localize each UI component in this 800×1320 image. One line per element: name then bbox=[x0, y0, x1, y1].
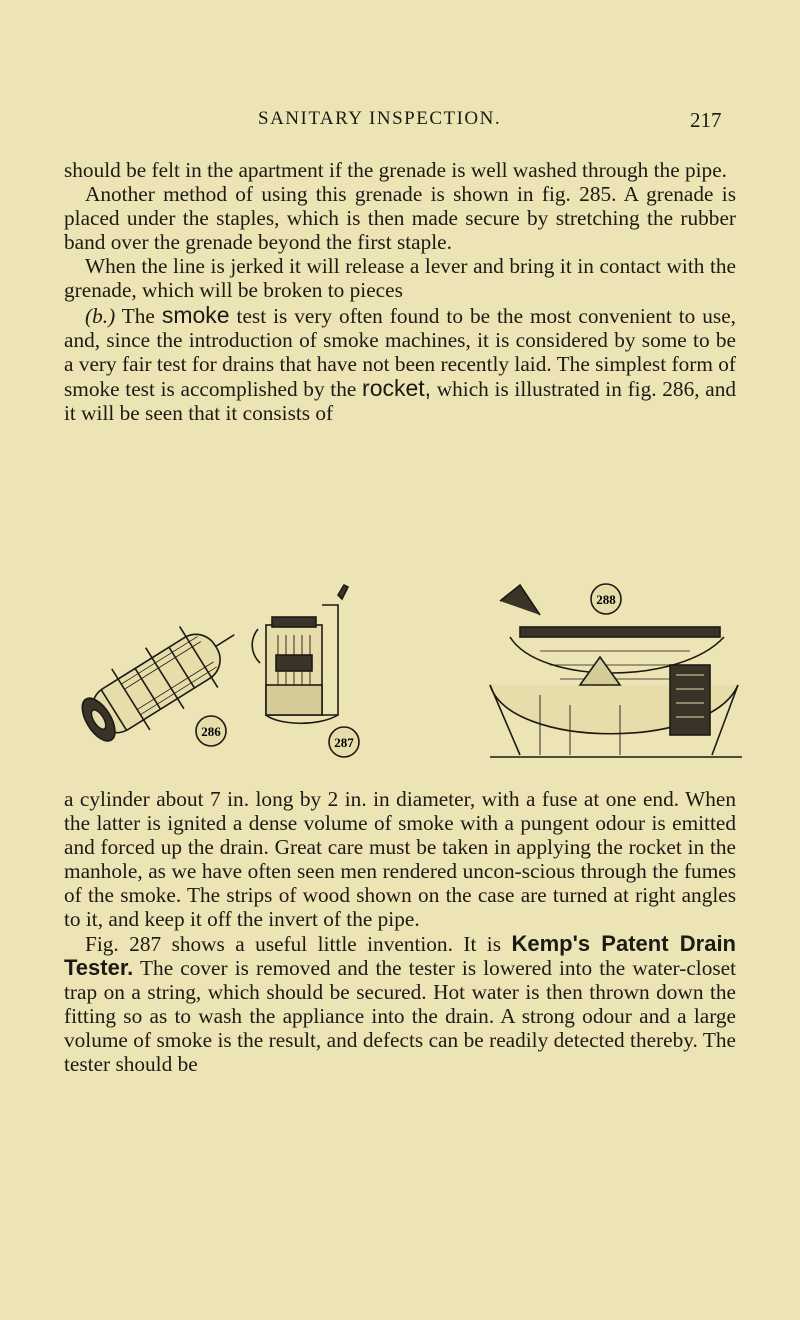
figure-287-tester bbox=[248, 565, 398, 765]
body-text-bottom bbox=[64, 787, 736, 1076]
section-marker: (b.) bbox=[85, 303, 116, 328]
figure-286-rocket bbox=[65, 605, 255, 755]
page-number: 217 bbox=[690, 108, 722, 132]
figure-band bbox=[60, 565, 750, 765]
paragraph bbox=[64, 303, 736, 425]
running-head: SANITARY INSPECTION. bbox=[258, 108, 502, 129]
term-rocket: rocket, bbox=[362, 374, 432, 401]
figure-287-label: 287 bbox=[334, 735, 354, 750]
text-run: The bbox=[115, 303, 162, 328]
page-header bbox=[0, 108, 800, 140]
paragraph bbox=[64, 932, 736, 1077]
text-run: Fig. 287 shows a useful little invention. It is bbox=[85, 931, 512, 956]
paragraph: When the line is jerked it will release a lever and bring it in contact with the grenade, which will be broken to pieces bbox=[64, 254, 736, 303]
figure-286-label: 286 bbox=[201, 724, 221, 739]
term-kemps-tester: Kemp's Patent Drain Tester. bbox=[64, 930, 736, 980]
figure-288-label: 288 bbox=[596, 592, 616, 607]
text-run: test is very often found to be the most convenient to use, and, since the introduction of smoke machines, it is considered by some to be a very fair test for drains that have not been recently laid. The simplest form of smoke test is accomplished by the bbox=[64, 303, 736, 401]
text-run: which is illustrated in fig. 286, and it will be seen that it consists of bbox=[64, 376, 736, 425]
text-run: The cover is removed and the tester is lowered into the water-closet trap on a string, which should be secured. Hot water is then thrown down the fitting so as to wash the appliance into the drain. A strong odour and a large volume of smoke is the result, and defects can be readily detected thereby. The tester should be bbox=[64, 955, 736, 1077]
paragraph: Another method of using this grenade is shown in fig. 285. A grenade is placed under the staples, which is then made secure by stretching the rubber band over the grenade beyond the first staple. bbox=[64, 182, 736, 255]
body-text-top bbox=[64, 158, 736, 425]
figure-288-apparatus bbox=[480, 565, 750, 765]
term-smoke: smoke bbox=[161, 301, 230, 328]
paragraph: should be felt in the apartment if the grenade is well washed through the pipe. bbox=[64, 158, 727, 182]
paragraph: a cylinder about 7 in. long by 2 in. in diameter, with a fuse at one end. When the latter is ignited a dense volume of smoke with a pungent odour is emitted and forced up the drain. Great care must be taken in applying the rocket in the manhole, as we have often seen men rendered uncon-scious through the fumes of the smoke. The strips of wood shown on the case are turned at right angles to it, and keep it off the invert of the pipe. bbox=[64, 787, 736, 932]
